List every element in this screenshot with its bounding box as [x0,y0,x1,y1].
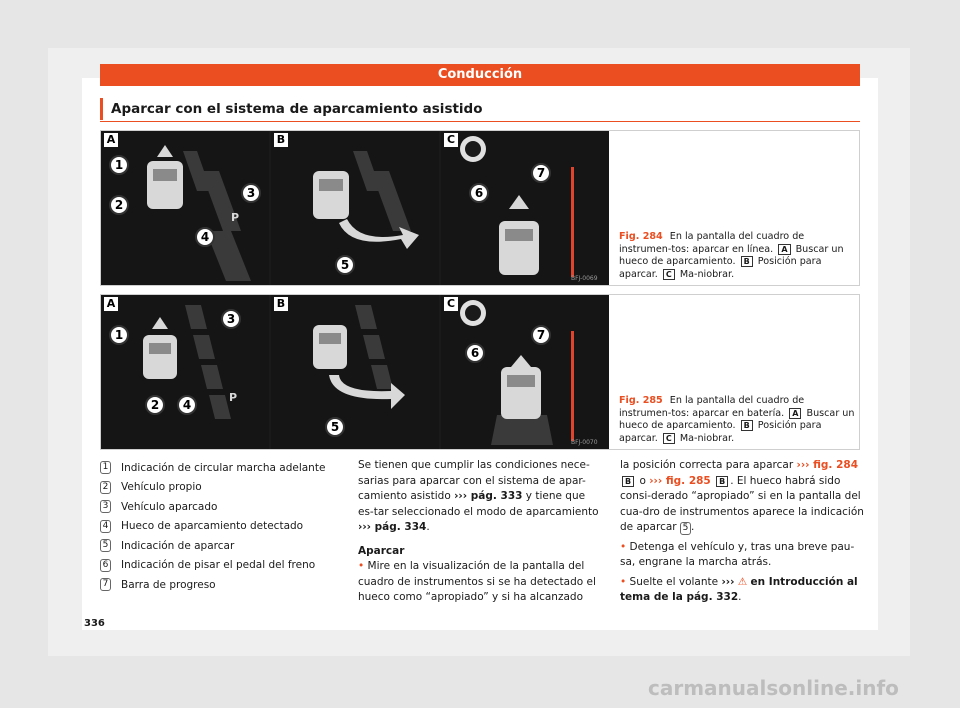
legend-item [100,556,340,576]
legend-number: 1 [100,461,111,474]
figure-284-parking-label: P [231,211,240,224]
link-warning[interactable]: ››› [721,575,735,588]
section-title: Aparcar con el sistema de aparcamiento asistido [100,98,860,120]
figure-284-caption-c: Ma-niobrar. [679,268,735,280]
or-text: o [639,474,646,487]
figure-285-marker-3: 3 [221,309,241,329]
figure-285-caption [619,295,855,449]
link-introduccion-pag-332[interactable]: en Introducción al tema de la pág. 332 [620,575,858,603]
intro-text-2: y tiene que es-tar seleccionado el modo de aparcamiento [358,490,599,518]
chapter-header: Conducción [100,64,860,86]
figure-284-marker-2: 2 [109,195,129,215]
watermark: carmanualsonline.info [648,676,899,700]
figure-284-caption-box-a: A [778,244,790,255]
figure-284-caption-b: Posición para aparcar. [619,256,822,280]
figure-285-marker-2: 2 [145,395,165,415]
legend-text: Vehículo propio [121,481,202,494]
page-number: 336 [84,618,105,629]
legend-number: 3 [100,500,111,513]
figure-284-caption-pre: En la pantalla del cuadro de instrumen-tos: aparcar en línea. [619,231,805,255]
figure-285-code: BFJ-0070 [571,439,598,446]
figure-284-marker-1: 1 [109,155,129,175]
bullet-3 [620,575,864,606]
legend-text: Vehículo aparcado [121,500,218,513]
figure-284-marker-3: 3 [241,183,261,203]
subheading-aparcar: Aparcar [358,544,405,557]
link-fig-285[interactable]: ››› fig. 285 [649,474,711,487]
bullet-marker: • [620,575,627,588]
bullet-1b-text: la posición correcta para aparcar [620,459,794,471]
figure-284-caption [619,131,855,285]
legend-number: 2 [100,481,111,494]
box-letter-b: B [716,476,728,487]
body-column-3 [620,458,864,606]
bullet-marker: • [358,560,365,572]
bullet-1c-text: . El hueco habrá sido consi-derado “apropiado” si en la pantalla del cua-dro de instrumentos aparece la indicación de aparcar [620,474,864,533]
figure-284-marker-6: 6 [469,183,489,203]
legend-number: 4 [100,520,111,533]
figure-285-illustration [101,295,609,449]
figure-285-caption-box-b: B [741,420,753,431]
legend-item [100,497,340,517]
intro-paragraph [358,458,604,536]
figure-285-marker-5: 5 [325,417,345,437]
bullet-2 [620,540,864,571]
figure-285-panel-label-b: B [274,297,288,311]
figure-285-caption-pre: En la pantalla del cuadro de instrumen-tos: aparcar en batería. [619,395,805,419]
figure-284-caption-a: Buscar un hueco de aparcamiento. [619,243,844,267]
bullet-1d-text: . [690,521,695,533]
bullet-1-continuation [620,458,864,536]
bullet-3a-text: Suelte el volante [629,575,719,588]
inline-number-5: 5 [680,522,691,535]
figure-285-marker-7: 7 [531,325,551,345]
bullet-3c-text: . [738,591,742,603]
legend-item [100,536,340,556]
figure-284-marker-5: 5 [335,255,355,275]
legend-list [100,458,340,595]
figure-284 [100,130,860,286]
bullet-marker: • [620,540,627,553]
figure-284-code: BFJ-0069 [571,275,598,282]
figure-285-marker-1: 1 [109,325,129,345]
figure-284-illustration [101,131,609,285]
legend-number: 7 [100,578,111,591]
warning-icon: ⚠ [737,575,748,588]
intro-text-1: Se tienen que cumplir las condiciones nece-sarias para aparcar con el sistema de apar-camiento asistido [358,459,590,502]
figure-285-caption-c: Ma-niobrar. [679,432,735,444]
figure-284-marker-4: 4 [195,227,215,247]
figure-285-caption-b: Posición para aparcar. [619,420,822,444]
legend-item [100,478,340,498]
legend-text: Hueco de aparcamiento detectado [121,520,304,533]
legend-text: Indicación de pisar el pedal del freno [121,559,316,572]
legend-text: Indicación de circular marcha adelante [121,461,326,474]
figure-285-panel-label-a: A [104,297,118,311]
figure-284-panel-label-b: B [274,133,288,147]
figure-284-number: Fig. 284 [619,231,663,242]
figure-284-caption-box-b: B [741,256,753,267]
section-title-rule [100,121,860,122]
body-column-2 [358,458,604,606]
bullet-1-start [358,559,604,606]
figure-285-caption-box-c: C [663,433,675,444]
intro-text-3: . [426,521,430,533]
legend-item [100,517,340,537]
figure-285-parking-label: P [229,391,238,404]
link-fig-284[interactable]: ››› fig. 284 [796,459,858,471]
figure-285-panel-label-c: C [444,297,458,311]
bullet-2-text: Detenga el vehículo y, tras una breve pau-sa, engrane la marcha atrás. [620,540,855,568]
link-page-333[interactable]: ››› pág. 333 [454,490,523,502]
legend-number: 5 [100,539,111,552]
figure-285 [100,294,860,450]
legend-item [100,575,340,595]
figure-284-panel-label-c: C [444,133,458,147]
figure-284-caption-box-c: C [663,269,675,280]
legend-item [100,458,340,478]
bullet-1a-text: Mire en la visualización de la pantalla del cuadro de instrumentos si se ha detectado el hueco como “apropiado” y si ha alcanzado [358,560,596,603]
legend-number: 6 [100,559,111,572]
box-letter-b: B [622,476,634,487]
link-page-334[interactable]: ››› pág. 334 [358,521,427,533]
figure-284-panel-label-a: A [104,133,118,147]
figure-284-marker-7: 7 [531,163,551,183]
figure-285-marker-6: 6 [465,343,485,363]
figure-285-caption-box-a: A [789,408,801,419]
legend-text: Barra de progreso [121,578,216,591]
legend-text: Indicación de aparcar [121,539,235,552]
figure-285-caption-a: Buscar un hueco de aparcamiento. [619,407,855,431]
figure-285-marker-4: 4 [177,395,197,415]
figure-285-number: Fig. 285 [619,395,663,406]
